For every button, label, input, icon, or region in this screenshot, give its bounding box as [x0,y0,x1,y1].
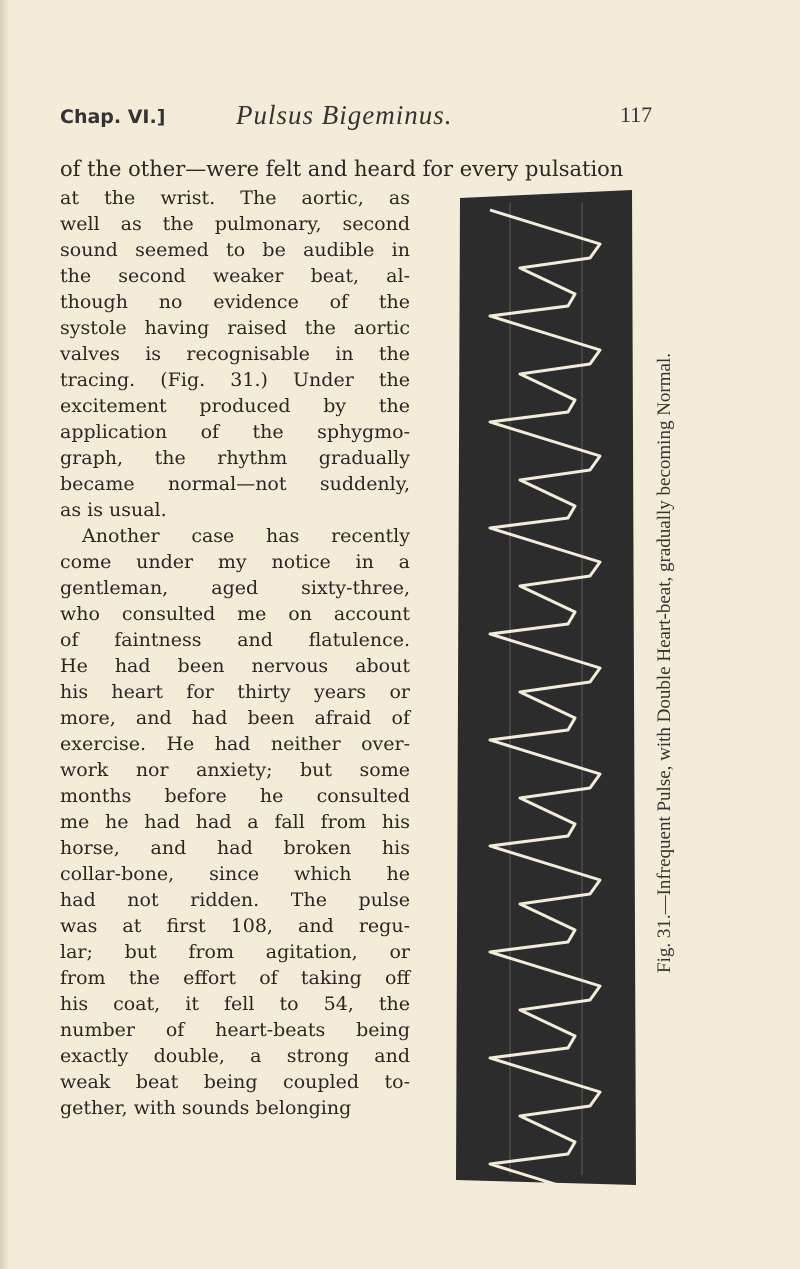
text-line: come under my notice in a [60,551,410,573]
text-line: had not ridden. The pulse [60,889,410,911]
text-line: He had been nervous about [60,655,410,677]
text-line: horse, and had broken his [60,837,410,859]
text-line: application of the sphygmo- [60,421,410,443]
text-line: from the effort of taking off [60,967,410,989]
chapter-label: Chap. VI.] [60,106,166,128]
text-line: tracing. (Fig. 31.) Under the [60,369,410,391]
text-line: his heart for thirty years or [60,681,410,703]
text-line: valves is recognisable in the [60,343,410,365]
text-line: became normal—not suddenly, [60,473,410,495]
text-line: number of heart-beats being [60,1019,410,1041]
text-line: months before he consulted [60,785,410,807]
running-header [0,98,800,138]
figure-caption-wrap [650,300,680,1025]
text-line: weak beat being coupled to- [60,1071,410,1093]
figure-caption: Fig. 31.—Infrequent Pulse, with Double Heart-beat, gradually becoming Normal. [654,352,675,973]
text-line: gentleman, aged sixty-three, [60,577,410,599]
text-line: was at first 108, and regu- [60,915,410,937]
sphygmograph-tracing [450,190,640,1185]
text-line: who consulted me on account [60,603,410,625]
running-title: Pulsus Bigeminus. [236,100,453,130]
sphygmograph-tracing-figure [450,190,640,1185]
text-line: at the wrist. The aortic, as [60,187,410,209]
body-text-column [60,185,410,1121]
text-line: though no evidence of the [60,291,410,313]
text-line: exactly double, a strong and [60,1045,410,1067]
text-line: systole having raised the aortic [60,317,410,339]
text-line: collar-bone, since which he [60,863,410,885]
text-line: Another case has recently [82,525,410,547]
text-line: graph, the rhythm gradually [60,447,410,469]
text-line: sound seemed to be audible in [60,239,410,261]
page-edge [0,0,8,1269]
text-line: as is usual. [60,499,167,521]
text-line: work nor anxiety; but some [60,759,410,781]
body-first-line: of the other—were felt and heard for every pulsation [60,157,624,181]
text-line: well as the pulmonary, second [60,213,410,235]
text-line: exercise. He had neither over- [60,733,410,755]
page-number: 117 [620,102,653,127]
text-line: me he had had a fall from his [60,811,410,833]
text-line: his coat, it fell to 54, the [60,993,410,1015]
text-line: of faintness and flatulence. [60,629,410,651]
text-line: lar; but from agitation, or [60,941,410,963]
text-line: excitement produced by the [60,395,410,417]
text-line: gether, with sounds belonging [60,1097,352,1119]
text-line: the second weaker beat, al- [60,265,410,287]
text-line: more, and had been afraid of [60,707,410,729]
